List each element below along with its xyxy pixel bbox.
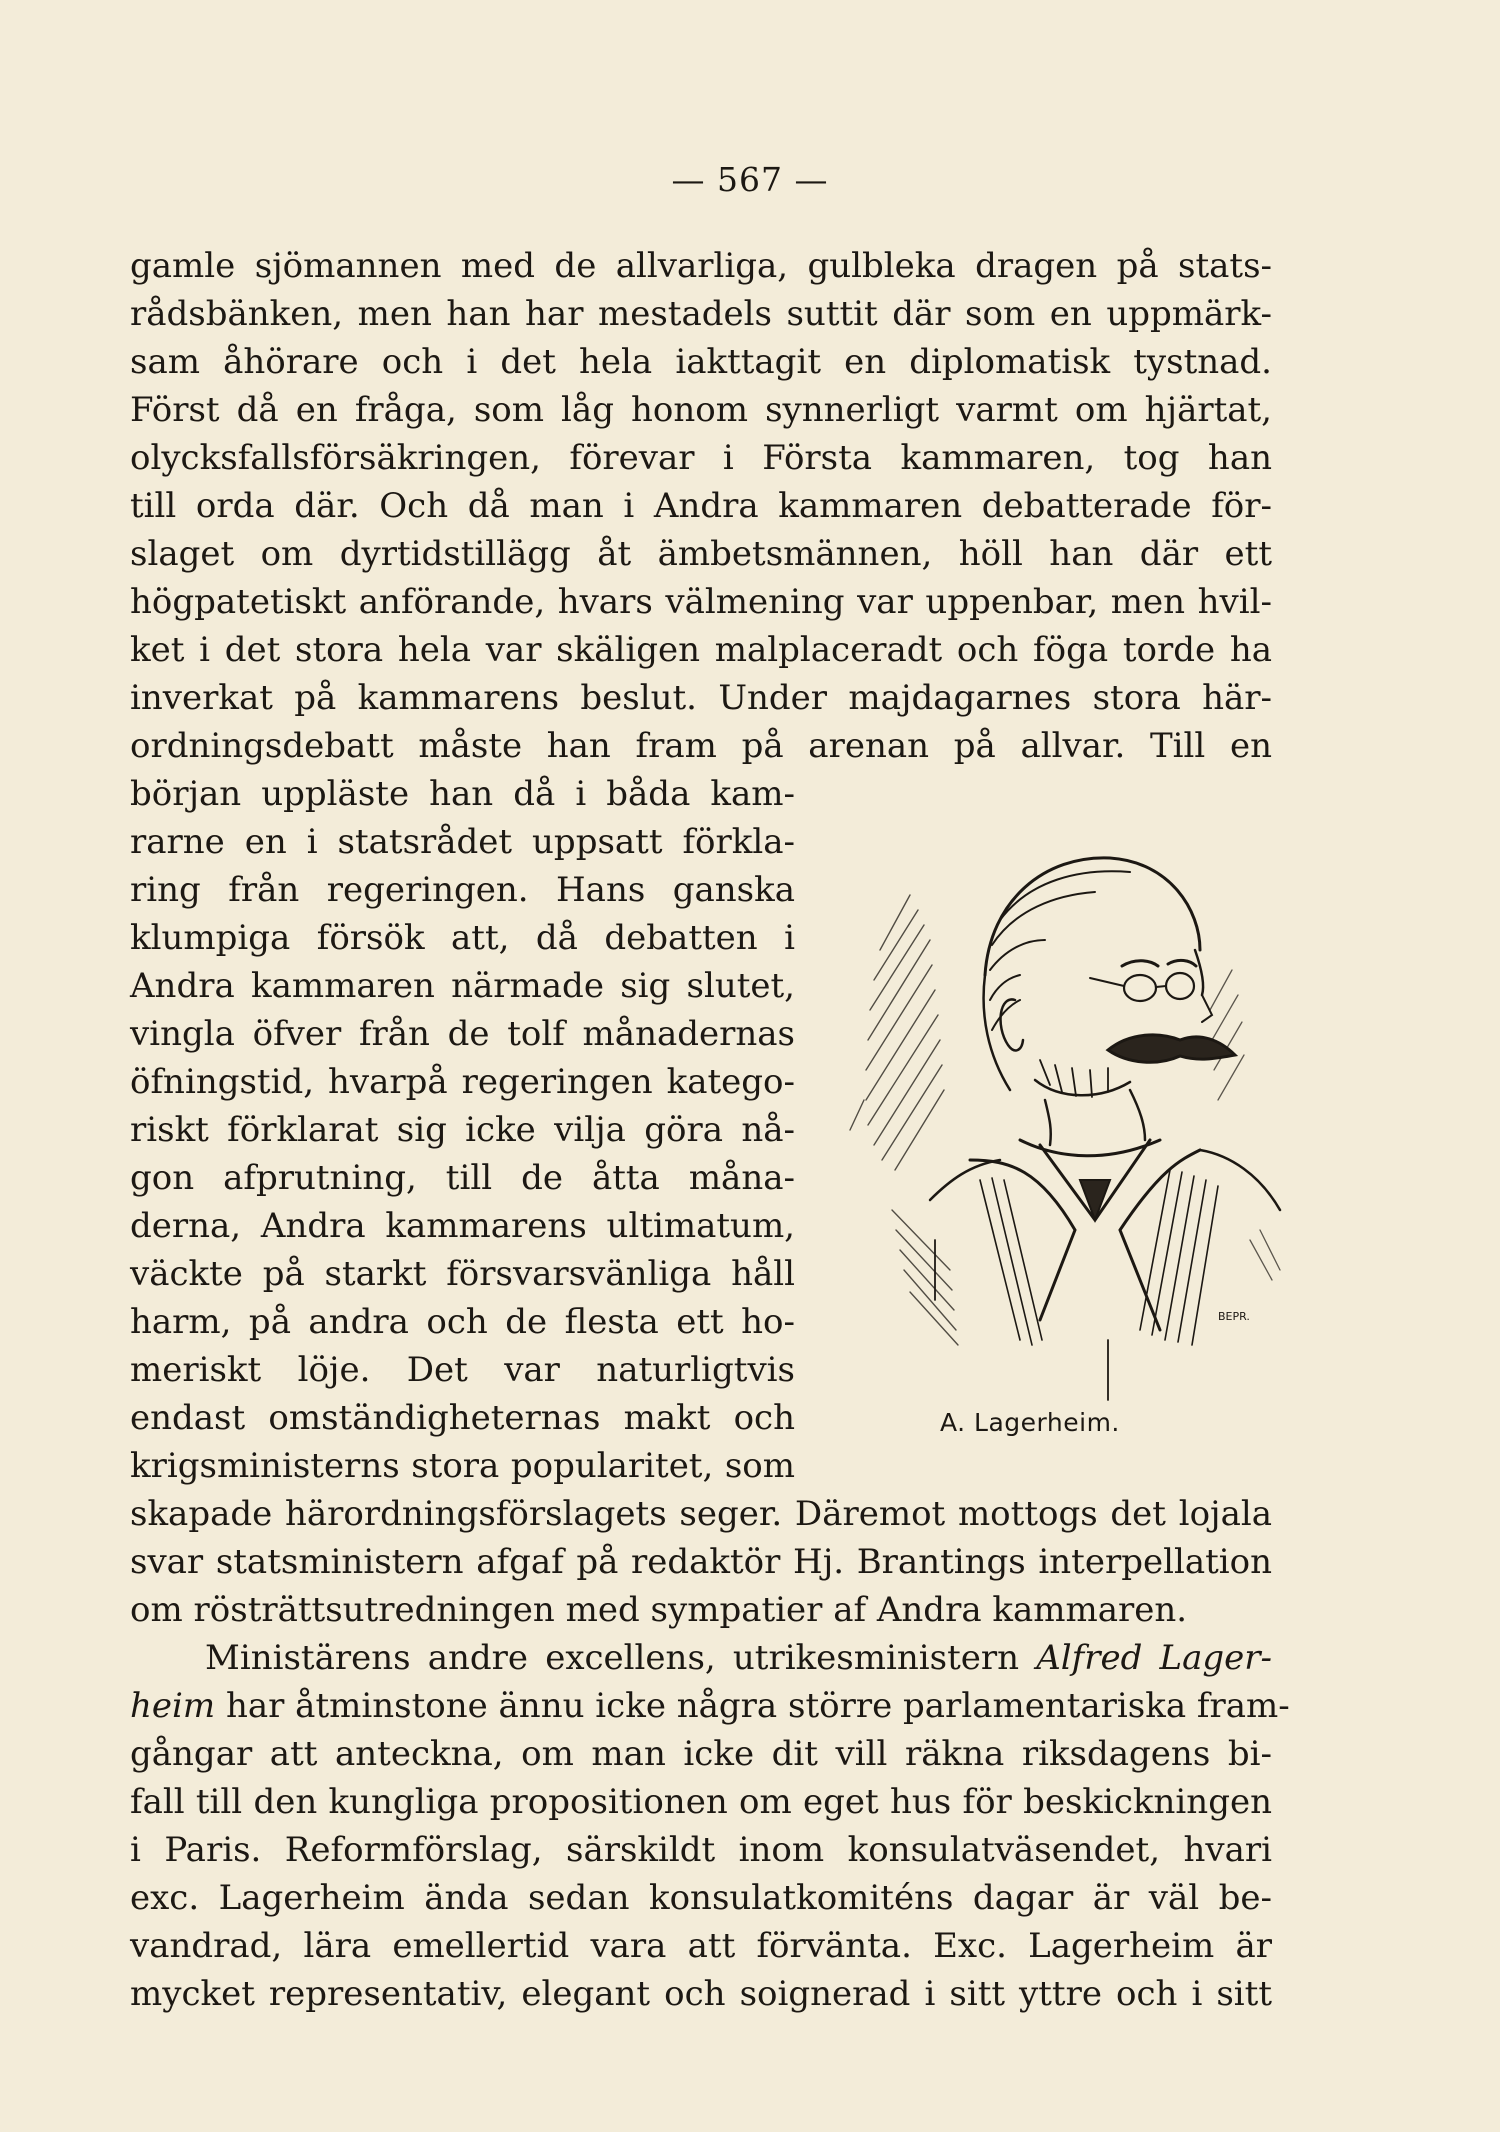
text-line: gon afprutning, till de åtta måna- <box>130 1158 795 1198</box>
text-line: inverkat på kammarens beslut. Under majdagarnes stora här- <box>130 678 1272 718</box>
text-line: i Paris. Reformförslag, särskildt inom konsulatväsendet, hvari <box>130 1830 1272 1870</box>
text-line: vingla öfver från de tolf månadernas <box>130 1014 795 1054</box>
text-span: har åtminstone ännu icke några större parlamentariska fram- <box>215 1686 1290 1726</box>
text-line: harm, på andra och de flesta ett ho- <box>130 1302 795 1342</box>
person-name-italic: Alfred Lager- <box>1036 1638 1273 1678</box>
text-line: till orda där. Och då man i Andra kammaren debatterade för- <box>130 486 1272 526</box>
text-line: olycksfallsförsäkringen, förevar i Första kammaren, tog han <box>130 438 1272 478</box>
text-line <box>130 1682 1290 1730</box>
text-line: ordningsdebatt måste han fram på arenan på allvar. Till en <box>130 726 1272 766</box>
text-line: mycket representativ, elegant och soignerad i sitt yttre och i sitt <box>130 1974 1272 2014</box>
text-line: väckte på starkt försvarsvänliga håll <box>130 1254 795 1294</box>
text-line: början uppläste han då i båda kam- <box>130 774 795 814</box>
text-line: högpatetiskt anförande, hvars välmening var uppenbar, men hvil- <box>130 582 1272 622</box>
portrait-caption: A. Lagerheim. <box>940 1408 1120 1437</box>
text-line: Andra kammaren närmade sig slutet, <box>130 966 795 1006</box>
text-line: rådsbänken, men han har mestadels suttit där som en uppmärk- <box>130 294 1272 334</box>
text-line: svar statsministern afgaf på redaktör Hj. Brantings interpellation <box>130 1542 1272 1582</box>
engraver-signature: BEPR. <box>1218 1310 1250 1323</box>
text-line: Först då en fråga, som låg honom synnerligt varmt om hjärtat, <box>130 390 1272 430</box>
text-line: fall till den kungliga propositionen om eget hus för beskickningen <box>130 1782 1272 1822</box>
person-name-italic: heim <box>130 1686 216 1726</box>
text-line: derna, Andra kammarens ultimatum, <box>130 1206 795 1246</box>
text-line: vandrad, lära emellertid vara att förvänta. Exc. Lagerheim är <box>130 1926 1272 1966</box>
text-line: ring från regeringen. Hans ganska <box>130 870 795 910</box>
text-line: öfningstid, hvarpå regeringen katego- <box>130 1062 795 1102</box>
text-line: skapade härordningsförslagets seger. Däremot mottogs det lojala <box>130 1494 1272 1534</box>
text-line: meriskt löje. Det var naturligtvis <box>130 1350 795 1390</box>
text-line: rarne en i statsrådet uppsatt förkla- <box>130 822 795 862</box>
text-line: slaget om dyrtidstillägg åt ämbetsmännen, höll han där ett <box>130 534 1272 574</box>
text-line: riskt förklarat sig icke vilja göra nå- <box>130 1110 795 1150</box>
text-line: krigsministerns stora popularitet, som <box>130 1446 795 1486</box>
text-line: klumpiga försök att, då debatten i <box>130 918 795 958</box>
text-line: gamle sjömannen med de allvarliga, gulbleka dragen på stats- <box>130 246 1272 286</box>
text-line: endast omständigheternas makt och <box>130 1398 795 1438</box>
text-line: gångar att anteckna, om man icke dit vill räkna riksdagens bi- <box>130 1734 1272 1774</box>
page-number: — 567 — <box>671 160 829 199</box>
text-line: ket i det stora hela var skäligen malplaceradt och föga torde ha <box>130 630 1272 670</box>
text-line: om rösträttsutredningen med sympatier af Andra kammaren. <box>130 1590 1188 1630</box>
portrait-engraving <box>840 800 1300 1410</box>
text-line: exc. Lagerheim ända sedan konsulatkomiténs dagar är väl be- <box>130 1878 1272 1918</box>
text-line <box>130 1634 1272 1682</box>
text-line: sam åhörare och i det hela iakttagit en diplomatisk tystnad. <box>130 342 1272 382</box>
text-span: Ministärens andre excellens, utrikesministern <box>205 1638 1020 1678</box>
